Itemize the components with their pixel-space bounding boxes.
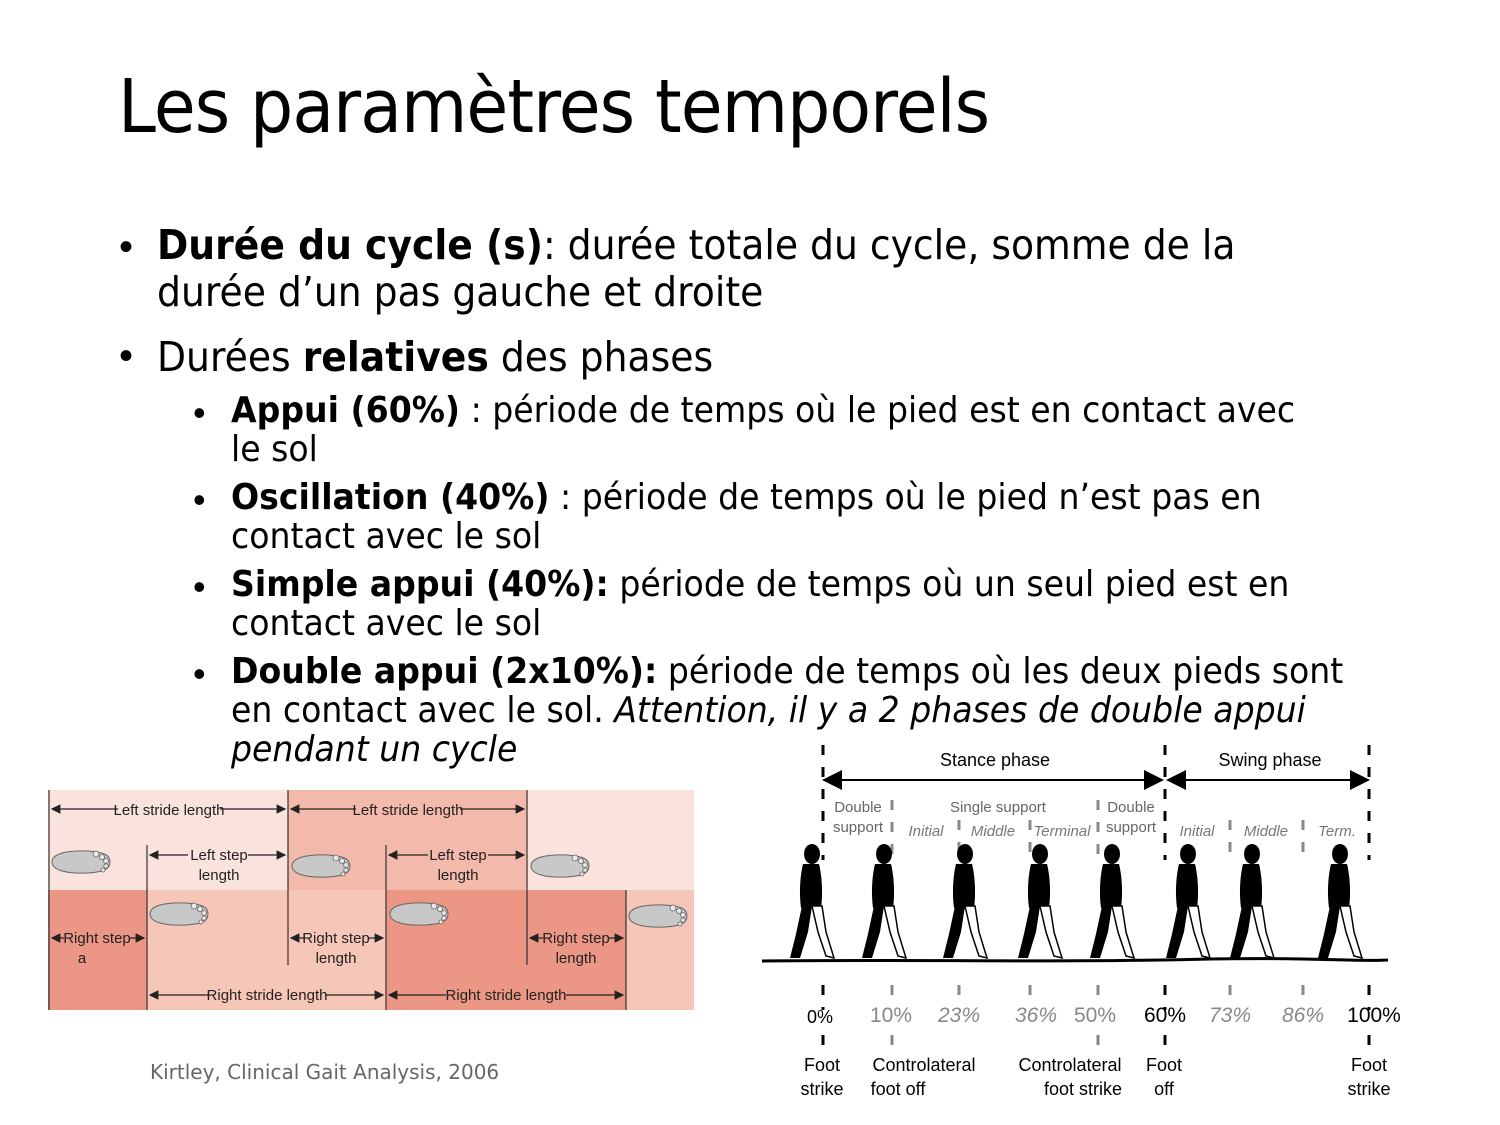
percent-label: 50% [1073, 1004, 1117, 1027]
subphase-label: Initial [1179, 823, 1215, 840]
bullet-text: : durée totale du cycle, somme de la [542, 221, 1236, 269]
subbullet-dot: • [193, 479, 206, 520]
subbullet-dot: • [193, 566, 206, 607]
bullet-dot: • [119, 225, 134, 269]
subphase-label: support [832, 819, 884, 836]
subbullet-oscillation [231, 478, 1353, 556]
bullet-text: Durées [157, 333, 303, 381]
event-label: foot strike [1043, 1079, 1123, 1099]
bullet-bold: Durée du cycle (s) [157, 221, 543, 269]
subbullet-italic: Attention, il y a 2 phases de double appui [614, 690, 1306, 731]
subbullet-bold: Simple appui (40%): [231, 564, 609, 605]
left-foot-icon [292, 855, 350, 877]
left-stride-label: Left stride length [352, 802, 464, 819]
left-step-label: length [437, 867, 479, 884]
subphase-label: Term. [1318, 823, 1356, 840]
bullet-relative-durations [157, 334, 1307, 381]
subbullet-text: période de temps où un seul pied est en [608, 564, 1290, 605]
subbullet-bold: Double appui (2x10%): [231, 651, 658, 692]
percent-label: 100% [1347, 1004, 1401, 1027]
subbullet-text: : période de temps où le pied est en contact avec [460, 390, 1296, 431]
subbullet-dot: • [193, 653, 206, 694]
subbullet-text-cont: contact avec le sol [231, 603, 542, 644]
walker-figure [862, 844, 906, 958]
stance-phase-label: Stance phase [939, 750, 1051, 770]
subbullet-appui [231, 391, 1353, 469]
right-foot-icon [390, 903, 448, 925]
right-step-label: length [315, 950, 357, 967]
percent-label: 60% [1143, 1004, 1187, 1027]
bullet-bold: relatives [302, 333, 489, 381]
right-step-label: Right step [63, 930, 131, 947]
event-label: foot off [870, 1079, 926, 1099]
percent-label: 0% [806, 1007, 834, 1027]
walker-figure [1166, 844, 1210, 958]
slide-title: Les paramètres temporels [118, 64, 990, 150]
subphase-label: Middle [970, 823, 1016, 840]
subbullet-dot: • [193, 392, 206, 433]
bullet-text-cont: durée d’un pas gauche et droite [157, 268, 764, 316]
subphase-label: Middle [1243, 823, 1289, 840]
ground-line [762, 959, 1388, 961]
left-foot-icon [52, 851, 110, 873]
left-stride-label: Left stride length [113, 802, 225, 819]
subbullet-bold: Oscillation (40%) [231, 477, 550, 518]
right-step-label: Right step [302, 930, 370, 947]
percent-label: 86% [1281, 1004, 1325, 1027]
event-label: Foot [1145, 1055, 1183, 1075]
percent-label: 10% [869, 1004, 913, 1027]
event-label: Foot [803, 1055, 841, 1075]
event-label: Foot [1350, 1055, 1388, 1075]
bullet-text: des phases [488, 333, 714, 381]
right-stride-label: Right stride length [445, 987, 567, 1004]
bullet-cycle-duration [157, 222, 1307, 316]
right-stride-label: Right stride length [206, 987, 328, 1004]
event-label: strike [800, 1079, 844, 1099]
bullet-dot: • [119, 334, 134, 378]
walker-figure [943, 844, 987, 958]
subbullet-text-cont: contact avec le sol [231, 516, 542, 557]
subbullet-simple-appui [231, 565, 1353, 643]
footprint-diagram [48, 790, 694, 1010]
event-label: Controlateral [1018, 1055, 1122, 1075]
subphase-label: Single support [950, 799, 1046, 816]
subbullet-italic: pendant un cycle [231, 729, 518, 770]
right-foot-icon [629, 905, 687, 927]
subphase-label: support [1105, 819, 1157, 836]
subphase-label: Initial [908, 823, 944, 840]
event-label: strike [1347, 1079, 1391, 1099]
left-foot-icon [531, 855, 589, 877]
subbullet-text-cont: le sol [231, 429, 318, 470]
right-band-1 [48, 890, 147, 1010]
walker-figure [1318, 844, 1362, 958]
left-step-label: Left step [190, 847, 248, 864]
subbullet-text-cont: en contact avec le sol. [231, 690, 615, 731]
swing-phase-label: Swing phase [1218, 750, 1322, 770]
subbullet-bold: Appui (60%) [231, 390, 461, 431]
event-label: Controlateral [872, 1055, 976, 1075]
walker-figure [1090, 844, 1134, 958]
walker-figure [1018, 844, 1062, 958]
left-step-label: length [198, 867, 240, 884]
left-step-label: Left step [429, 847, 487, 864]
percent-label: 36% [1014, 1004, 1058, 1027]
right-step-label: Right step [542, 930, 610, 947]
event-label: off [1154, 1079, 1174, 1099]
subphase-label: Double [1107, 799, 1155, 816]
subbullet-text: période de temps où les deux pieds sont [657, 651, 1344, 692]
subbullet-text: : période de temps où le pied n’est pas en [549, 477, 1262, 518]
subphase-label: Double [834, 799, 882, 816]
walker-figure [1230, 844, 1274, 958]
right-step-label: length [555, 950, 597, 967]
percent-label: 23% [937, 1004, 981, 1027]
right-foot-icon [150, 903, 208, 925]
right-step-label: a [77, 950, 87, 967]
subphase-label: Terminal [1033, 823, 1091, 840]
walker-figure [790, 844, 834, 958]
citation: Kirtley, Clinical Gait Analysis, 2006 [150, 1060, 500, 1084]
percent-label: 73% [1208, 1004, 1252, 1027]
gait-cycle-diagram [760, 740, 1440, 1110]
